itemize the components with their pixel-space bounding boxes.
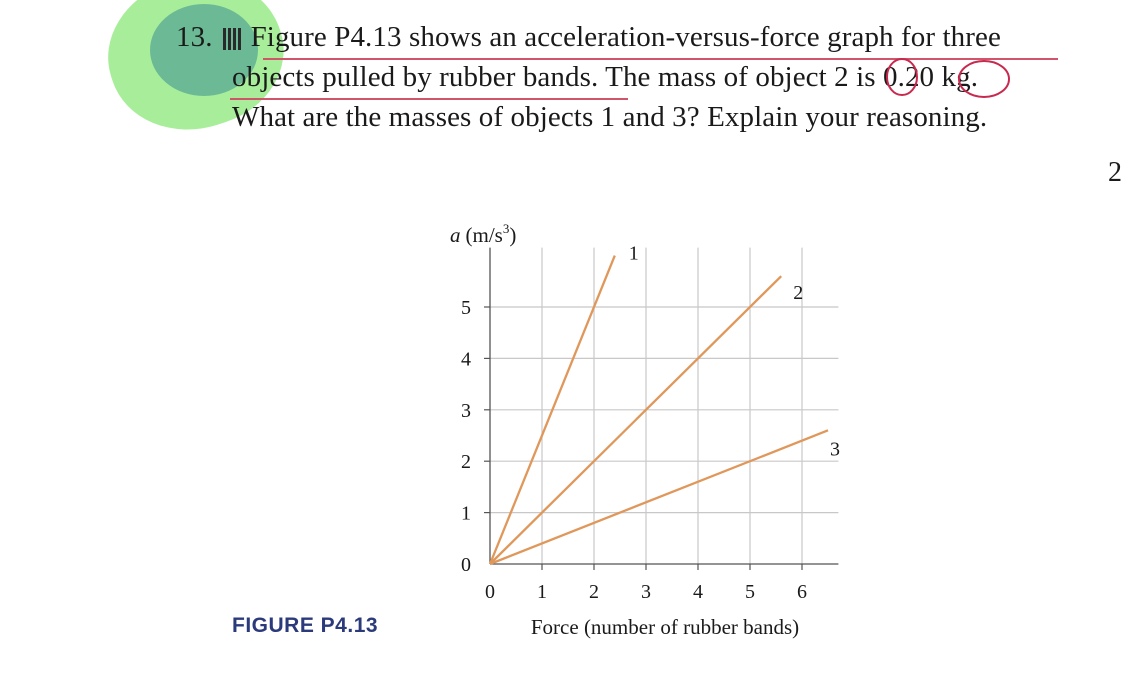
y-tick-label: 1 — [461, 502, 471, 525]
series-label-3: 3 — [830, 438, 840, 461]
x-tick-label: 6 — [797, 581, 807, 603]
y-tick-label: 3 — [461, 399, 471, 422]
y-tick-label: 2 — [461, 451, 471, 474]
series-label-2: 2 — [793, 282, 804, 305]
chart-ticks — [461, 297, 807, 603]
x-tick-label: 0 — [485, 581, 495, 603]
y-tick-label: 5 — [461, 297, 471, 319]
y-tick-label: 4 — [461, 348, 471, 371]
y-tick-label: 0 — [461, 554, 471, 576]
margin-number: 2 — [1108, 157, 1122, 188]
x-tick-label: 2 — [589, 581, 599, 603]
problem-text-line-1: Figure P4.13 shows an acceleration-versus-force graph for three — [250, 21, 1001, 53]
figure-label: FIGURE P4.13 — [232, 614, 379, 637]
x-tick-label: 4 — [693, 581, 703, 603]
series-label-1: 1 — [628, 242, 639, 265]
problem-number: 13. — [176, 21, 213, 53]
problem-text-line-3: What are the masses of objects 1 and 3? Explain your reasoning. — [232, 101, 988, 133]
x-tick-label: 3 — [641, 581, 651, 603]
series-line-2 — [490, 276, 781, 564]
x-axis-label: Force (number of rubber bands) — [530, 615, 800, 639]
y-axis-label: a $(m/s^3)$ — [450, 221, 517, 247]
x-tick-label: 5 — [745, 581, 755, 603]
problem-text-line-2: objects pulled by rubber bands. The mass of object 2 is 0.20 kg. — [232, 61, 979, 93]
series-line-3 — [490, 430, 828, 564]
x-tick-label: 1 — [537, 581, 547, 603]
chart-grid — [490, 248, 838, 564]
